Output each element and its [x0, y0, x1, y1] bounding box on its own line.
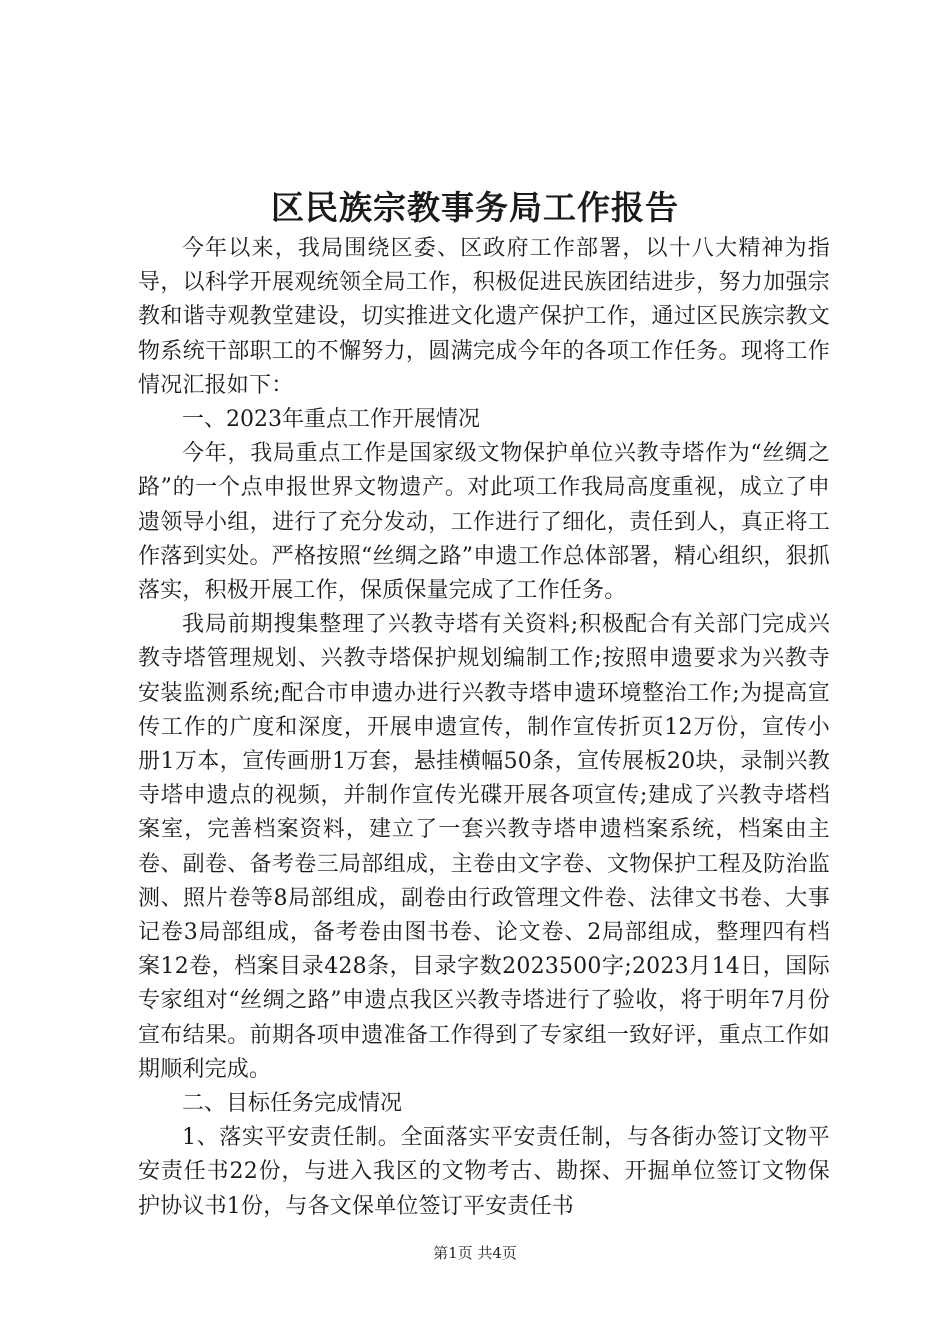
- section-heading-2: 二、目标任务完成情况: [182, 1091, 403, 1117]
- page-title: 区民族宗教事务局工作报告: [271, 188, 679, 227]
- section-heading-1: 一、2023年重点工作开展情况: [182, 407, 480, 433]
- paragraph-safety: 1、落实平安责任制。全面落实平安责任制，与各街办签订文物平安责任书22份，与进入我区的文物考古、勘探、开掘单位签订文物保护协议书1份，与各文保单位签订平安责任书: [138, 1125, 830, 1219]
- paragraph-preparation: 我局前期搜集整理了兴教寺塔有关资料;积极配合有关部门完成兴教寺塔管理规划、兴教寺塔保护规划编制工作;按照申遗要求为兴教寺安装监测系统;配合市申遗办进行兴教寺塔申遗环境整治工作;为提高宣传工作的广度和深度，开展申遗宣传，制作宣传折页12万份，宣传小册1万本，宣传画册1万套，悬挂横幅50条，宣传展板20块，录制兴教寺塔申遗点的视频，并制作宣传光碟开展各项宣传;建成了兴教寺塔档案室，完善档案资料，建立了一套兴教寺塔申遗档案系统，档案由主卷、副卷、备考卷三局部组成，主卷由文字卷、文物保护工程及防治监测、照片卷等8局部组成，副卷由行政管理文件卷、法律文书卷、大事记卷3局部组成，备考卷由图书卷、论文卷、2局部组成，整理四有档案12卷，档案目录428条，目录字数2023500字;2023月14日，国际专家组对“丝绸之路”申遗点我区兴教寺塔进行了验收，将于明年7月份宣布结果。前期各项申遗准备工作得到了专家组一致好评，重点工作如期顺利完成。: [138, 612, 830, 1082]
- document-body: [138, 232, 830, 1224]
- paragraph-intro: 今年以来，我局围绕区委、区政府工作部署，以十八大精神为指导，以科学开展观统领全局工作，积极促进民族团结进步，努力加强宗教和谐寺观教堂建设，切实推进文化遗产保护工作，通过区民族宗教文物系统干部职工的不懈努力，圆满完成今年的各项工作任务。现将工作情况汇报如下：: [138, 236, 830, 398]
- paragraph-key-work: 今年，我局重点工作是国家级文物保护单位兴教寺塔作为“丝绸之路”的一个点申报世界文物遗产。对此项工作我局高度重视，成立了申遗领导小组，进行了充分发动，工作进行了细化，责任到人，真正将工作落到实处。严格按照“丝绸之路”申遗工作总体部署，精心组织，狠抓落实，积极开展工作，保质保量完成了工作任务。: [138, 441, 830, 604]
- page-footer: 第1页 共4页: [433, 1244, 517, 1262]
